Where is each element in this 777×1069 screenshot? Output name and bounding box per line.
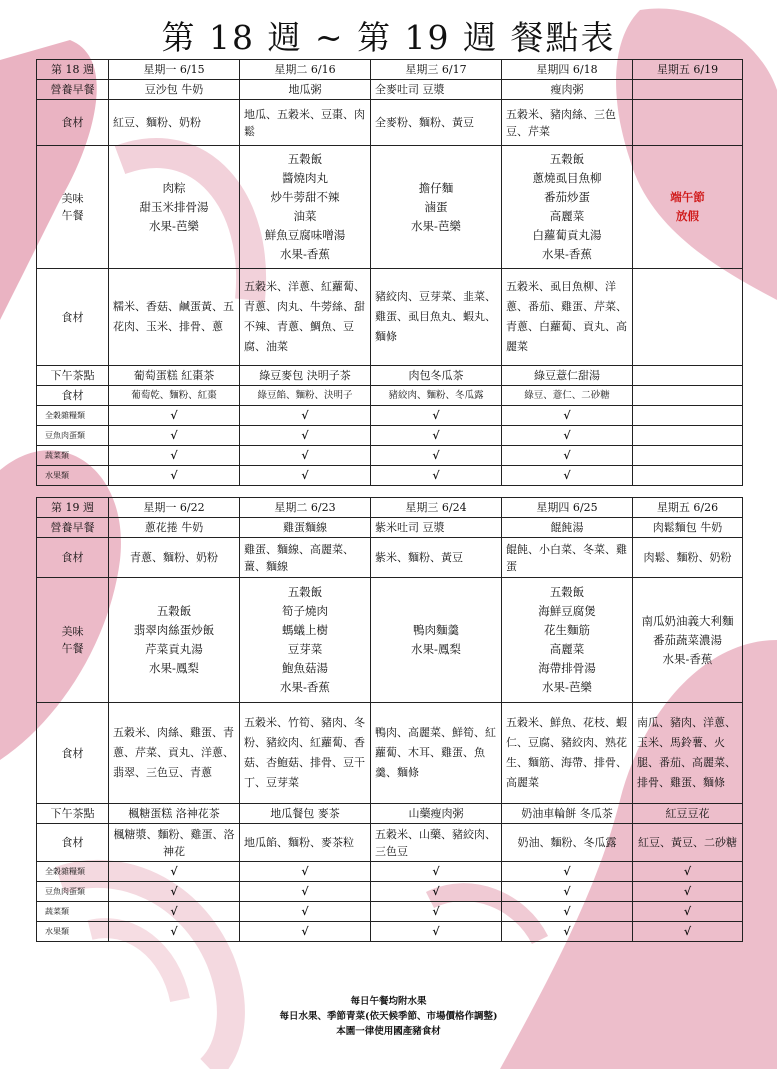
dish-item: 芹菜貢丸湯 bbox=[145, 642, 203, 656]
ingredients-cell: 紅豆、麵粉、奶粉 bbox=[109, 100, 240, 146]
dish-item: 水果-芭樂 bbox=[411, 218, 461, 233]
check-cell: √ bbox=[240, 466, 371, 486]
ingredients-cell: 肉鬆、麵粉、奶粉 bbox=[633, 538, 743, 578]
check-cell: √ bbox=[633, 862, 743, 882]
ingredients-cell: 綠豆餡、麵粉、決明子 bbox=[240, 386, 371, 406]
check-cell: √ bbox=[502, 446, 633, 466]
breakfast-cell: 瘦肉粥 bbox=[502, 80, 633, 100]
dish-item: 翡翠肉絲蛋炒飯 bbox=[133, 623, 215, 637]
footer-line: 每日水果、季節青菜(依天候季節、市場價格作調整) bbox=[279, 1011, 498, 1022]
ingredients-cell: 紅豆、黃豆、二砂糖 bbox=[633, 824, 743, 862]
snack-cell: 山藥瘦肉粥 bbox=[371, 804, 502, 824]
ingredients-cell: 楓糖漿、麵粉、雞蛋、洛神花 bbox=[109, 824, 240, 862]
check-cell: √ bbox=[371, 406, 502, 426]
week-19-table bbox=[36, 497, 743, 942]
ingredients-cell: 鴨肉、高麗菜、鮮筍、紅蘿蔔、木耳、雞蛋、魚羹、麵條 bbox=[371, 703, 502, 804]
check-cell: √ bbox=[109, 466, 240, 486]
check-cell: √ bbox=[502, 902, 633, 922]
ingredients-cell: 雞蛋、麵線、高麗菜、薑、麵線 bbox=[240, 538, 371, 578]
dish-item: 番茄蔬菜濃湯 bbox=[653, 632, 722, 647]
lunch-cell bbox=[240, 578, 371, 703]
day-header: 星期二 6/16 bbox=[240, 60, 371, 80]
page-title: 第 18 週 ~ 第 19 週 餐點表 bbox=[161, 18, 616, 57]
protein-label: 豆魚肉蛋類 bbox=[37, 882, 109, 902]
snack-cell: 紅豆豆花 bbox=[633, 804, 743, 824]
check-cell bbox=[633, 446, 743, 466]
dish-item: 五穀飯 bbox=[549, 585, 585, 599]
dish-item: 高麗菜 bbox=[549, 642, 585, 656]
snack-cell: 奶油車輪餅 冬瓜茶 bbox=[502, 804, 633, 824]
ingredients-cell: 糯米、香菇、鹹蛋黃、五花肉、玉米、排骨、蔥 bbox=[109, 269, 240, 366]
day-header: 星期一 6/15 bbox=[109, 60, 240, 80]
week-label: 第 18 週 bbox=[37, 60, 109, 80]
check-cell: √ bbox=[371, 446, 502, 466]
veg-label: 蔬菜類 bbox=[37, 446, 109, 466]
day-header: 星期一 6/22 bbox=[109, 498, 240, 518]
check-cell: √ bbox=[109, 406, 240, 426]
check-cell: √ bbox=[240, 902, 371, 922]
dish-item: 水果-鳳梨 bbox=[411, 642, 461, 656]
dish-item: 螞蟻上樹 bbox=[282, 623, 328, 637]
dish-item: 擔仔麵 bbox=[418, 180, 454, 195]
ingredients-label: 食材 bbox=[37, 386, 109, 406]
veg-label: 蔬菜類 bbox=[37, 902, 109, 922]
week-label: 第 19 週 bbox=[37, 498, 109, 518]
ingredients-cell: 奶油、麵粉、冬瓜露 bbox=[502, 824, 633, 862]
ingredients-cell: 南瓜、豬肉、洋蔥、玉米、馬鈴薯、火腿、番茄、高麗菜、排骨、雞蛋、麵條 bbox=[633, 703, 743, 804]
dish-item: 五穀飯 bbox=[287, 152, 323, 166]
dish-item: 筍子燒肉 bbox=[282, 604, 328, 618]
ingredients-cell: 豬絞肉、豆芽菜、韭菜、雞蛋、虱目魚丸、蝦丸、麵條 bbox=[371, 269, 502, 366]
lunch-cell bbox=[240, 146, 371, 269]
holiday-cell bbox=[633, 146, 743, 269]
check-cell: √ bbox=[240, 406, 371, 426]
check-cell: √ bbox=[371, 426, 502, 446]
breakfast-label: 營養早餐 bbox=[37, 518, 109, 538]
ingredients-cell: 五穀米、山藥、豬絞肉、三色豆 bbox=[371, 824, 502, 862]
dish-item: 番茄炒蛋 bbox=[544, 190, 590, 204]
dish-item: 鮮魚豆腐味噌湯 bbox=[264, 228, 346, 242]
dish-item: 肉粽 bbox=[162, 180, 186, 195]
ingredients-label: 食材 bbox=[37, 100, 109, 146]
lunch-cell bbox=[371, 578, 502, 703]
breakfast-cell: 餛飩湯 bbox=[502, 518, 633, 538]
check-cell: √ bbox=[502, 922, 633, 942]
dish-item: 炒牛蒡甜不辣 bbox=[270, 190, 340, 204]
breakfast-cell: 紫米吐司 豆漿 bbox=[371, 518, 502, 538]
fruit-label: 水果類 bbox=[37, 922, 109, 942]
ingredients-cell: 紫米、麵粉、黃豆 bbox=[371, 538, 502, 578]
check-cell: √ bbox=[502, 426, 633, 446]
snack-cell: 綠豆薏仁甜湯 bbox=[502, 366, 633, 386]
breakfast-cell: 地瓜粥 bbox=[240, 80, 371, 100]
dish-item: 鴨肉麵羹 bbox=[413, 623, 459, 637]
dish-item: 油菜 bbox=[293, 209, 317, 223]
day-header: 星期三 6/17 bbox=[371, 60, 502, 80]
protein-label: 豆魚肉蛋類 bbox=[37, 426, 109, 446]
lunch-label-line: 美味 bbox=[61, 625, 84, 638]
day-header: 星期五 6/26 bbox=[633, 498, 743, 518]
ingredients-cell: 五穀米、鮮魚、花枝、蝦仁、豆腐、豬絞肉、熟花生、麵筋、海帶、排骨、高麗菜 bbox=[502, 703, 633, 804]
check-cell: √ bbox=[502, 466, 633, 486]
snack-label: 下午茶點 bbox=[37, 804, 109, 824]
ingredients-label: 食材 bbox=[37, 538, 109, 578]
ingredients-cell: 豬絞肉、麵粉、冬瓜露 bbox=[371, 386, 502, 406]
dish-item: 水果-芭樂 bbox=[542, 680, 592, 694]
dish-item: 醬燒肉丸 bbox=[282, 171, 328, 185]
snack-cell: 楓糖蛋糕 洛神花茶 bbox=[109, 804, 240, 824]
ingredients-cell: 五穀米、肉絲、雞蛋、青蔥、芹菜、貢丸、洋蔥、翡翠、三色豆、青蔥 bbox=[109, 703, 240, 804]
check-cell bbox=[633, 466, 743, 486]
ingredients-label: 食材 bbox=[37, 703, 109, 804]
snack-label: 下午茶點 bbox=[37, 366, 109, 386]
breakfast-cell bbox=[633, 80, 743, 100]
dish-item: 放假 bbox=[676, 209, 699, 223]
dish-item: 水果-鳳梨 bbox=[149, 661, 199, 675]
check-cell: √ bbox=[109, 446, 240, 466]
dish-item: 海鮮豆腐煲 bbox=[538, 604, 596, 618]
lunch-cell bbox=[109, 146, 240, 269]
ingredients-cell bbox=[633, 100, 743, 146]
dish-item: 水果-香蕉 bbox=[280, 247, 330, 261]
ingredients-cell: 地瓜餡、麵粉、麥茶粒 bbox=[240, 824, 371, 862]
check-cell: √ bbox=[633, 882, 743, 902]
lunch-label bbox=[37, 146, 109, 269]
dish-item: 高麗菜 bbox=[549, 209, 585, 223]
dish-item: 南瓜奶油義大利麵 bbox=[641, 613, 734, 628]
ingredients-cell: 五穀米、洋蔥、紅蘿蔔、青蔥、肉丸、牛蒡絲、甜不辣、青蔥、鯛魚、豆腐、油菜 bbox=[240, 269, 371, 366]
footer-line: 本園一律使用國產豬食材 bbox=[336, 1026, 441, 1037]
ingredients-cell bbox=[633, 386, 743, 406]
dish-item: 五穀飯 bbox=[156, 604, 192, 618]
fruit-label: 水果類 bbox=[37, 466, 109, 486]
dish-item: 海帶排骨湯 bbox=[538, 661, 596, 675]
dish-item: 水果-芭樂 bbox=[149, 218, 199, 233]
lunch-label-line: 午餐 bbox=[61, 642, 84, 655]
day-header: 星期三 6/24 bbox=[371, 498, 502, 518]
check-cell: √ bbox=[502, 406, 633, 426]
dish-item: 水果-香蕉 bbox=[280, 680, 330, 694]
dish-item: 五穀飯 bbox=[287, 585, 323, 599]
check-cell: √ bbox=[109, 426, 240, 446]
check-cell: √ bbox=[240, 426, 371, 446]
dish-item: 滷蛋 bbox=[424, 199, 448, 214]
check-cell bbox=[633, 406, 743, 426]
dish-item: 豆芽菜 bbox=[287, 642, 323, 656]
breakfast-label: 營養早餐 bbox=[37, 80, 109, 100]
ingredients-cell: 葡萄乾、麵粉、紅棗 bbox=[109, 386, 240, 406]
dish-item: 甜玉米排骨湯 bbox=[139, 199, 209, 214]
dish-item: 水果-香蕉 bbox=[542, 247, 592, 261]
check-cell: √ bbox=[240, 882, 371, 902]
ingredients-cell: 地瓜、五穀米、豆棗、肉鬆 bbox=[240, 100, 371, 146]
lunch-label-line: 美味 bbox=[61, 192, 84, 205]
dish-item: 水果-香蕉 bbox=[662, 651, 713, 666]
snack-cell bbox=[633, 366, 743, 386]
ingredients-cell: 五穀米、豬肉絲、三色豆、芹菜 bbox=[502, 100, 633, 146]
dish-item: 花生麵筋 bbox=[544, 623, 590, 637]
ingredients-cell: 綠豆、薏仁、二砂糖 bbox=[502, 386, 633, 406]
lunch-label bbox=[37, 578, 109, 703]
check-cell: √ bbox=[240, 922, 371, 942]
lunch-label-line: 午餐 bbox=[61, 209, 84, 222]
breakfast-cell: 蔥花捲 牛奶 bbox=[109, 518, 240, 538]
snack-cell: 綠豆麥包 決明子茶 bbox=[240, 366, 371, 386]
check-cell: √ bbox=[633, 922, 743, 942]
week-18-table bbox=[36, 59, 743, 486]
breakfast-cell: 豆沙包 牛奶 bbox=[109, 80, 240, 100]
lunch-cell bbox=[109, 578, 240, 703]
ingredients-cell: 青蔥、麵粉、奶粉 bbox=[109, 538, 240, 578]
lunch-cell bbox=[502, 146, 633, 269]
check-cell: √ bbox=[240, 862, 371, 882]
dish-item: 白蘿蔔貢丸湯 bbox=[532, 228, 602, 242]
dish-item: 端午節 bbox=[670, 190, 705, 204]
lunch-cell bbox=[371, 146, 502, 269]
breakfast-cell: 肉鬆麵包 牛奶 bbox=[633, 518, 743, 538]
ingredients-label: 食材 bbox=[37, 269, 109, 366]
ingredients-cell: 全麥粉、麵粉、黃豆 bbox=[371, 100, 502, 146]
check-cell: √ bbox=[109, 922, 240, 942]
ingredients-cell: 五穀米、竹筍、豬肉、冬粉、豬絞肉、紅蘿蔔、香菇、杏鮑菇、排骨、豆干丁、豆芽菜 bbox=[240, 703, 371, 804]
ingredients-cell bbox=[633, 269, 743, 366]
dish-item: 鮑魚菇湯 bbox=[282, 661, 328, 675]
check-cell: √ bbox=[371, 466, 502, 486]
check-cell: √ bbox=[502, 862, 633, 882]
footer-notes bbox=[0, 994, 777, 1039]
ingredients-cell: 五穀米、虱目魚柳、洋蔥、番茄、雞蛋、芹菜、青蔥、白蘿蔔、貢丸、高麗菜 bbox=[502, 269, 633, 366]
snack-cell: 葡萄蛋糕 紅棗茶 bbox=[109, 366, 240, 386]
check-cell bbox=[633, 426, 743, 446]
snack-cell: 地瓜餐包 麥茶 bbox=[240, 804, 371, 824]
footer-line: 每日午餐均附水果 bbox=[350, 996, 427, 1007]
check-cell: √ bbox=[502, 882, 633, 902]
grain-label: 全穀雜糧類 bbox=[37, 862, 109, 882]
dish-item: 五穀飯 bbox=[549, 152, 585, 166]
snack-cell: 肉包冬瓜茶 bbox=[371, 366, 502, 386]
ingredients-cell: 餛飩、小白菜、冬菜、雞蛋 bbox=[502, 538, 633, 578]
day-header: 星期二 6/23 bbox=[240, 498, 371, 518]
dish-item: 蔥燒虱目魚柳 bbox=[532, 171, 602, 185]
check-cell: √ bbox=[371, 862, 502, 882]
check-cell: √ bbox=[371, 922, 502, 942]
lunch-cell bbox=[502, 578, 633, 703]
check-cell: √ bbox=[371, 882, 502, 902]
day-header: 星期五 6/19 bbox=[633, 60, 743, 80]
breakfast-cell: 全麥吐司 豆漿 bbox=[371, 80, 502, 100]
check-cell: √ bbox=[109, 902, 240, 922]
ingredients-label: 食材 bbox=[37, 824, 109, 862]
breakfast-cell: 雞蛋麵線 bbox=[240, 518, 371, 538]
lunch-cell bbox=[633, 578, 743, 703]
day-header: 星期四 6/18 bbox=[502, 60, 633, 80]
check-cell: √ bbox=[371, 902, 502, 922]
check-cell: √ bbox=[633, 902, 743, 922]
day-header: 星期四 6/25 bbox=[502, 498, 633, 518]
check-cell: √ bbox=[240, 446, 371, 466]
check-cell: √ bbox=[109, 862, 240, 882]
grain-label: 全穀雜糧類 bbox=[37, 406, 109, 426]
check-cell: √ bbox=[109, 882, 240, 902]
